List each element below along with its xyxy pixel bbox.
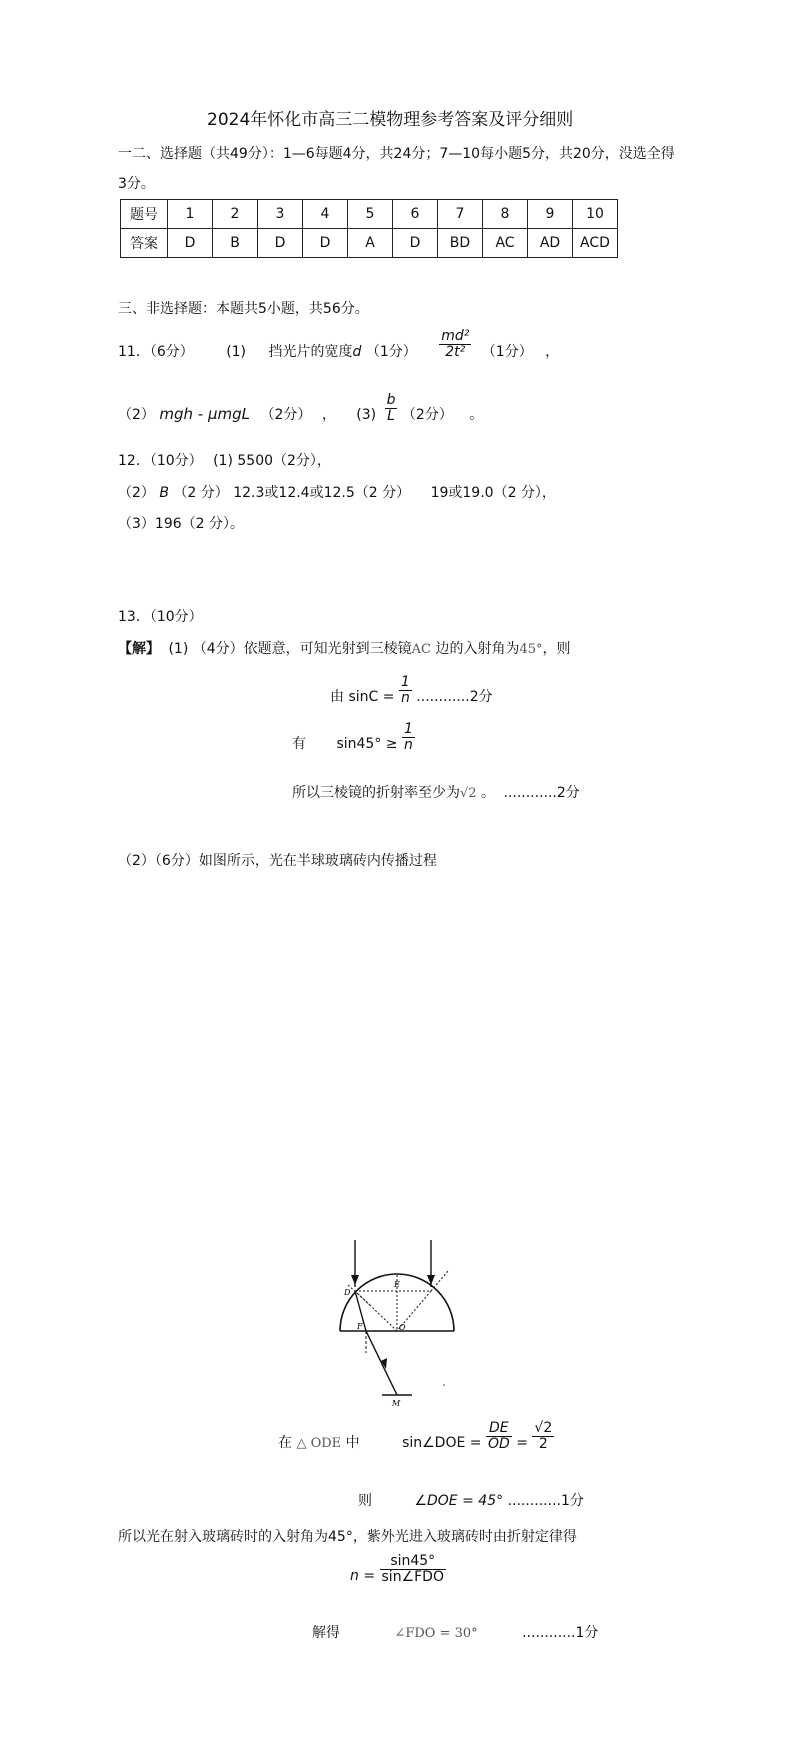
q13-solve-score: ............1分: [522, 1625, 599, 1641]
q13-angle-line: [358, 1490, 584, 1510]
q11-part3-den: L: [387, 407, 395, 424]
table-cell-answer: BD: [438, 229, 483, 258]
table-cell-number: 7: [438, 200, 483, 229]
q13-eq2: [292, 720, 415, 753]
q11-part1-score: （1分）: [365, 344, 417, 360]
q13-incidence-text: 所以光在射入玻璃砖时的入射角为45°，紫外光进入玻璃砖时由折射定律得: [118, 1529, 577, 1545]
q13-eq3: [292, 782, 580, 802]
q11-part2-expr: mgh - μmgL: [159, 405, 250, 423]
label-f: F: [357, 1322, 363, 1331]
page-title: 2024年怀化市高三二模物理参考答案及评分细则: [207, 110, 574, 130]
q11-frac-den: 2t²: [445, 343, 466, 360]
table-cell-number: 4: [303, 200, 348, 229]
q11-part3-score: （2分）: [401, 407, 453, 423]
answer-table: [120, 199, 618, 258]
q13-solve-line: [312, 1622, 598, 1642]
table-cell-answer: ACD: [573, 229, 618, 258]
q13-tri-post: 中: [345, 1435, 360, 1451]
q13-eq3-val: √2: [460, 786, 477, 801]
table-cell-number: 8: [483, 200, 528, 229]
q11-frac-num: md²: [441, 327, 470, 344]
q13-part1-text: (1) （4分）依题意，可知光射到三棱镜: [168, 641, 412, 657]
q13-part2: （2）（6分）如图所示，光在半球玻璃砖内传播过程: [118, 853, 437, 869]
q12-line1: [118, 450, 331, 470]
arrow-down-icon: [351, 1275, 359, 1285]
q13-tri-pre: 在: [278, 1435, 292, 1451]
q12-part2-answer: B: [159, 485, 169, 501]
exit-ray: [366, 1331, 397, 1395]
q13-tri-name: △ ODE: [296, 1436, 342, 1451]
q11-fraction: [439, 329, 471, 359]
q13-jie: 【解】: [118, 641, 160, 657]
table-header-label: 题号: [121, 200, 168, 229]
q13-eq2-fraction: [402, 722, 415, 752]
table-cell-number: 1: [168, 200, 213, 229]
table-cell-answer: B: [213, 229, 258, 258]
section1-line2: 3分。: [118, 176, 155, 192]
table-cell-number: 10: [573, 200, 618, 229]
q13-triangle-eq: [278, 1419, 554, 1452]
label-o: O: [399, 1323, 406, 1332]
q13-n-eq: [350, 1553, 446, 1585]
q11-part2-score: （2分）: [260, 407, 312, 423]
table-cell-answer: D: [393, 229, 438, 258]
q11-line2: [118, 391, 484, 424]
q12-part2-label: （2）: [118, 485, 155, 501]
q12-line2: [118, 482, 556, 502]
q13-eq1-score: ............2分: [416, 689, 493, 705]
q11-line1: [118, 327, 560, 381]
q11-part2-label: （2）: [118, 407, 155, 423]
hemisphere-diagram: [330, 1235, 470, 1410]
q13-sin-rden: 2: [538, 1435, 548, 1452]
q13-eq3-end: 。: [481, 785, 496, 801]
q13-solve-label: 解得: [312, 1625, 340, 1641]
q11-part3-num: b: [386, 391, 396, 408]
q13-part1-line: [118, 638, 571, 658]
q11-part1-label: (1): [226, 344, 247, 360]
q12-part2-extra: 19或19.0（2 分），: [430, 485, 556, 501]
q13-part1-angle: 45°: [519, 642, 543, 657]
table-row: [121, 200, 618, 229]
q13-eq2-num: 1: [403, 720, 413, 737]
q11-part1-var: d: [352, 344, 362, 360]
q12-label: 12．（10分）: [118, 453, 203, 469]
label-m: M: [392, 1399, 401, 1408]
q13-eq1-num: 1: [400, 673, 410, 690]
table-cell-answer: D: [303, 229, 348, 258]
q12-part2-detail: （2 分） 12.3或12.4或12.5（2 分）: [173, 485, 411, 501]
q13-part1-text3: ，则: [542, 641, 571, 657]
q11-part3-fraction: [385, 393, 398, 423]
q13-part1-ac: AC: [411, 642, 431, 657]
q13-label: 13．（10分）: [118, 609, 203, 625]
table-cell-number: 6: [393, 200, 438, 229]
table-cell-number: 3: [258, 200, 303, 229]
q13-eq2-pre: 有: [292, 736, 306, 752]
q13-sin-rfraction: [532, 1421, 554, 1451]
table-cell-number: 5: [348, 200, 393, 229]
q11-end: 。: [469, 407, 484, 423]
table-row: [121, 229, 618, 258]
q13-sin-eq: =: [516, 1435, 528, 1451]
table-cell-answer: D: [168, 229, 213, 258]
q12-part1: (1) 5500（2分），: [213, 453, 331, 469]
q11-label: 11．（6分）: [118, 344, 194, 360]
label-d: D: [344, 1288, 351, 1297]
q13-eq1-lhs: sinC =: [348, 689, 395, 705]
q13-angle-score: ............1分: [507, 1493, 584, 1509]
q13-n-num: sin45°: [380, 1554, 446, 1570]
q13-angle-eq: ∠DOE = 45°: [414, 1493, 504, 1509]
q11-comma: ，: [545, 344, 560, 360]
q13-part1-text2: 边的入射角为: [435, 641, 520, 657]
q13-solve-eq: ∠FDO = 30°: [394, 1626, 478, 1641]
label-e: E: [394, 1280, 400, 1289]
q12-line3: （3）196（2 分）。: [118, 516, 244, 532]
q13-sin-den: OD: [487, 1435, 510, 1452]
table-cell-answer: AD: [528, 229, 573, 258]
dot-mark: [443, 1384, 445, 1386]
q13-n-den: sin∠FDO: [381, 1568, 444, 1585]
table-cell-number: 2: [213, 200, 258, 229]
q13-sin-num: DE: [486, 1421, 512, 1437]
q11-part2-sep: ，: [321, 407, 336, 423]
q13-eq1-fraction: [399, 675, 412, 705]
section3-heading: 三、非选择题：本题共5小题，共56分。: [118, 301, 369, 317]
q13-sin-lhs: sin∠DOE =: [402, 1435, 482, 1451]
q11-part3-label: (3): [356, 407, 377, 423]
q13-eq1-den: n: [400, 689, 410, 706]
q13-then: 则: [358, 1493, 372, 1509]
q13-eq1: [330, 673, 493, 706]
q13-sin-rnum: √2: [534, 1419, 553, 1436]
table-answer-label: 答案: [121, 229, 168, 258]
section1-line1: 一二、选择题（共49分）：1—6每题4分，共24分；7—10每小题5分，共20分，没选全得: [118, 146, 675, 162]
q11-part1-text: 挡光片的宽度: [268, 344, 353, 360]
q13-eq1-pre: 由: [330, 689, 344, 705]
q13-eq2-lhs: sin45° ≥: [336, 736, 398, 752]
q13-sin-fraction: [486, 1421, 512, 1451]
q11-frac-score: （1分）: [481, 344, 533, 360]
q13-n-lhs: n =: [350, 1568, 376, 1585]
q13-n-fraction: [380, 1554, 446, 1584]
table-cell-answer: AC: [483, 229, 528, 258]
table-cell-answer: A: [348, 229, 393, 258]
q13-eq3-score: ............2分: [503, 785, 580, 801]
q13-eq2-den: n: [403, 736, 413, 753]
table-cell-number: 9: [528, 200, 573, 229]
q13-eq3-text: 所以三棱镜的折射率至少为: [292, 785, 460, 801]
table-cell-answer: D: [258, 229, 303, 258]
